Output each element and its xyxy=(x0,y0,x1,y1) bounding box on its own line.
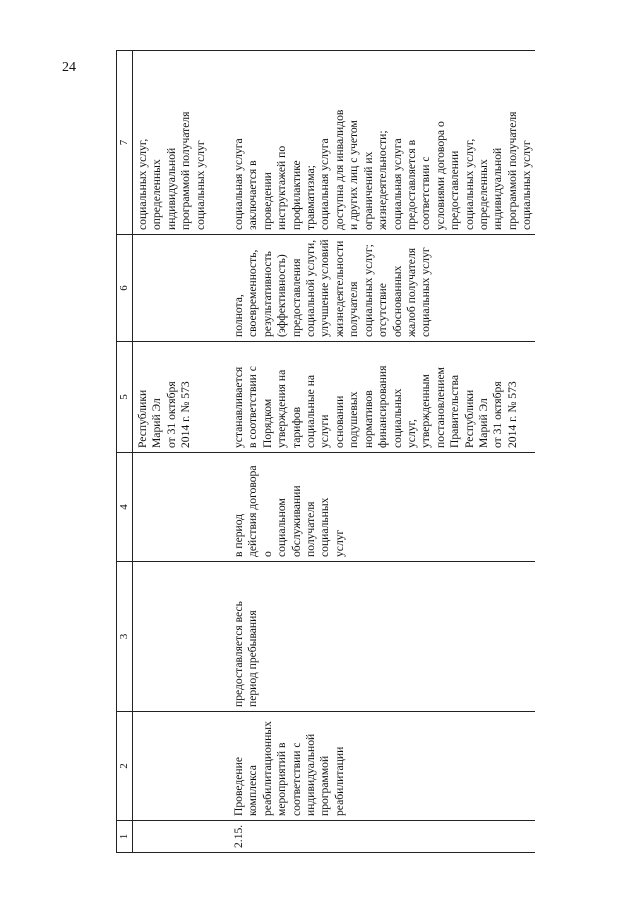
text-line: подушевых xyxy=(347,391,361,448)
cont-cell-4 xyxy=(133,453,223,562)
text-line: устанавливается xyxy=(232,366,246,448)
text-line: определенных xyxy=(476,159,490,230)
text-line: Республики xyxy=(462,389,476,448)
text-line: предоставляется в xyxy=(404,139,418,230)
text-line: жизнедеятельности xyxy=(332,240,346,337)
cont-cell-3 xyxy=(133,562,223,712)
col-num-5: 5 xyxy=(117,342,133,453)
services-table xyxy=(116,50,535,853)
text-line: социальном xyxy=(275,498,289,557)
text-line: программой получателя xyxy=(179,111,193,230)
text-line: социальная услуга xyxy=(232,138,246,230)
text-line: услуг, xyxy=(404,419,418,448)
text-line: программой xyxy=(318,755,332,816)
text-line: от 31 октября xyxy=(164,381,178,448)
page-number: 24 xyxy=(62,60,76,75)
service-period xyxy=(222,453,535,562)
col-num-7: 7 xyxy=(117,51,133,235)
text-line: программой получателя xyxy=(505,111,519,230)
text-line: определенных xyxy=(150,159,164,230)
text-line: и других лиц с учетом xyxy=(347,120,361,230)
col-num-4: 4 xyxy=(117,453,133,562)
text-line: предоставления xyxy=(289,258,303,337)
cont-cell-7 xyxy=(133,51,223,235)
col-num-2: 2 xyxy=(117,712,133,821)
text-line: социальных xyxy=(390,388,404,448)
text-line: социальных услуг; xyxy=(361,244,375,337)
text-line: мероприятий в xyxy=(275,742,289,816)
text-line: в соответствии с xyxy=(246,366,260,448)
text-line: реабилитационных xyxy=(260,721,274,816)
text-line: Правительства xyxy=(448,375,462,448)
text-line: социальных услуг, xyxy=(462,138,476,230)
text-line: обслуживании xyxy=(289,485,303,557)
column-number-row xyxy=(117,51,133,853)
text-line: Марий Эл xyxy=(150,398,164,448)
text-line: получателя xyxy=(304,501,318,557)
text-line: результативность xyxy=(260,251,274,337)
text-line: инструктажей по xyxy=(275,145,289,230)
text-line: своевременность, xyxy=(246,249,260,337)
text-line: индивидуальной xyxy=(491,147,505,230)
text-line: индивидуальной xyxy=(164,147,178,230)
text-line: жизнедеятельности; xyxy=(376,130,390,230)
text-line: 2014 г. № 573 xyxy=(179,381,193,448)
text-line: социальной услуги, xyxy=(304,239,318,337)
text-line: улучшение условий xyxy=(318,239,332,337)
text-line: доступна для инвалидов xyxy=(332,109,346,230)
text-line: услуг xyxy=(332,529,346,557)
text-line: 2014 г. № 573 xyxy=(505,381,519,448)
text-line: в период xyxy=(232,513,246,557)
text-line: период пребывания xyxy=(246,610,260,707)
text-line: профилактике xyxy=(289,160,303,230)
text-line: основании xyxy=(332,395,346,448)
text-line: условиями договора о xyxy=(433,121,447,230)
text-line: социальная услуга xyxy=(390,138,404,230)
col-num-1: 1 xyxy=(117,821,133,853)
text-line: предоставлении xyxy=(448,150,462,230)
text-line: соответствии с xyxy=(289,742,303,816)
text-line: действия договора о xyxy=(246,465,274,557)
cont-cell-1 xyxy=(133,821,223,853)
text-line: тарифов xyxy=(289,406,303,448)
text-line: комплекса xyxy=(246,765,260,816)
text-line: соответствии с xyxy=(419,156,433,230)
text-line: услуги xyxy=(318,414,332,448)
text-line: проведении xyxy=(260,172,274,230)
cont-cell-2 xyxy=(133,712,223,821)
text-line: Порядком xyxy=(260,398,274,448)
cont-cell-5 xyxy=(133,342,223,453)
text-line: нормативов xyxy=(361,390,375,448)
text-line: отсутствие xyxy=(376,283,390,337)
rotated-table-container xyxy=(116,51,549,853)
cont-cell-6 xyxy=(133,235,223,342)
text-line: Республики xyxy=(136,389,149,448)
text-line: реабилитации xyxy=(332,746,346,816)
text-line: социальные на xyxy=(304,374,318,448)
col-num-3: 3 xyxy=(117,562,133,712)
text-line: финансирования xyxy=(376,365,390,448)
text-line: социальных услуг xyxy=(520,140,534,230)
text-line: обоснованных xyxy=(390,265,404,337)
text-line: социальных услуг xyxy=(419,247,433,337)
text-line: социальная услуга xyxy=(318,138,332,230)
text-line: индивидуальной xyxy=(304,733,318,816)
service-row-2-15 xyxy=(222,51,535,853)
text-line: социальных xyxy=(318,497,332,557)
text-line: утверждения на xyxy=(275,369,289,448)
text-line: получателя xyxy=(347,281,361,337)
col-num-6: 6 xyxy=(117,235,133,342)
text-line: (эффективность) xyxy=(275,254,289,337)
text-line: социальных услуг, xyxy=(136,138,149,230)
text-line: ограничений их xyxy=(361,151,375,230)
text-line: Проведение xyxy=(232,757,246,816)
text-line: жалоб получателя xyxy=(404,247,418,337)
text-line: Марий Эл xyxy=(476,398,490,448)
continuation-row xyxy=(133,51,223,853)
text-line: от 31 октября xyxy=(491,381,505,448)
text-line: травматизма; xyxy=(304,165,318,230)
text-line: полнота, xyxy=(232,294,246,337)
service-volume xyxy=(222,562,535,712)
text-line: постановлением xyxy=(433,367,447,448)
text-line: заключается в xyxy=(246,160,260,230)
text-line: предоставляется весь xyxy=(232,601,246,707)
text-line: социальных услуг xyxy=(193,140,207,230)
service-conditions xyxy=(222,51,535,235)
text-line: утвержденным xyxy=(419,374,433,448)
service-quality-indicators xyxy=(222,235,535,342)
service-name xyxy=(222,712,535,821)
service-tariff xyxy=(222,342,535,453)
item-number: 2.15. xyxy=(222,821,535,853)
